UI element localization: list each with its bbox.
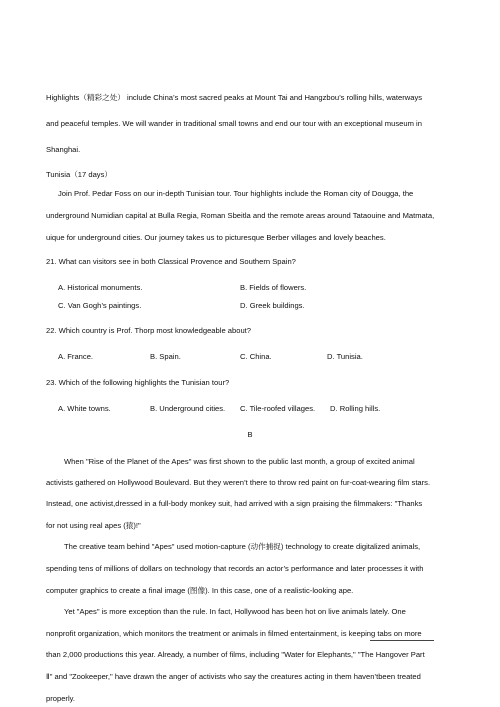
question-21-stem: 21. What can visitors see in both Classical Provence and Southern Spain?	[46, 257, 296, 266]
tunisia-title: Tunisia（17 days）	[46, 170, 112, 179]
passage-b-p2-line-2: spending tens of millions of dollars on technology that records an actor’s performance and later processes it with	[46, 564, 424, 573]
question-23-option-b: B. Underground cities.	[150, 404, 226, 413]
passage-b-p3-line-5: properly.	[46, 694, 75, 703]
question-22-option-a: A. France.	[58, 352, 94, 361]
tunisia-line-2: underground Numidian capital at Bulla Regia, Roman Sbeitla and the remote areas around Tataouine and Matmata,	[46, 211, 435, 220]
question-22-option-c: C. China.	[240, 352, 272, 361]
tunisia-line-3: uique for underground cities. Our journey takes us to picturesque Berber villages and lovely beaches.	[46, 233, 386, 242]
tunisia-line-1: Join Prof. Pedar Foss on our in-depth Tunisian tour. Tour highlights include the Roman city of Dougga, the	[58, 189, 414, 198]
passage-b-p3-line-2: nonprofit organization, which monitors the treatment or animals in filmed entertainment, is keeping tabs on more	[46, 629, 422, 638]
passage-b-p3-line-4: Ⅱ" and "Zookeeper," have drawn the anger of activists who say the creatures acting in them haven’tbeen treated	[46, 672, 421, 681]
question-21-option-d: D. Greek buildings.	[240, 301, 305, 310]
section-b-label: B	[247, 430, 253, 439]
question-22-option-d: D. Tunisia.	[327, 352, 363, 361]
question-21-option-b: B. Fields of flowers.	[240, 283, 307, 292]
keeping-tabs-underline	[370, 640, 434, 641]
question-22-stem: 22. Which country is Prof. Thorp most knowledgeable about?	[46, 326, 252, 335]
question-22-option-b: B. Spain.	[150, 352, 181, 361]
china-highlights-line-2: and peaceful temples. We will wander in traditional small towns and end our tour with an exceptional museum in	[46, 119, 422, 128]
passage-b-p3-line-3: than 2,000 productions this year. Already, a number of films, including "Water for Elephants," "The Hangover Part	[46, 650, 425, 659]
china-highlights-line-1: Highlights（精彩之处） include China’s most sacred peaks at Mount Tai and Hangzbou’s rolling hills, waterways	[46, 93, 423, 102]
passage-b-p1-line-2: activists gathered on Hollywood Boulevard. But they weren’t there to throw red paint on fur-coat-wearing film stars.	[46, 478, 431, 487]
question-23-option-d: D. Rolling hills.	[330, 404, 381, 413]
question-21-option-a: A. Historical monuments.	[58, 283, 143, 292]
passage-b-p3-line-1: Yet "Apes" is more exception than the rule. In fact, Hollywood has been hot on live animals lately. One	[64, 607, 406, 616]
passage-b-p1-line-1: When "Rise of the Planet of the Apes" was first shown to the public last month, a group of excited animal	[64, 457, 415, 466]
passage-b-p1-line-3: Instead, one activist,dressed in a full-body monkey suit, had arrived with a sign praising the filmmakers: "Thanks	[46, 499, 423, 508]
passage-b-p2-line-1: The creative team behind "Apes" used motion-capture (动作捕捉) technology to create digitalized animals,	[64, 542, 421, 551]
passage-b-p2-line-3: computer graphics to create a final image (图像). In this case, one of a realistic-looking ape.	[46, 586, 354, 595]
question-21-option-c: C. Van Gogh’s paintings.	[58, 301, 142, 310]
china-highlights-line-3: Shanghai.	[46, 145, 81, 154]
question-23-option-a: A. White towns.	[58, 404, 111, 413]
question-23-option-c: C. Tile-roofed villages.	[240, 404, 316, 413]
passage-b-p1-line-4: for not using real apes (猿)!"	[46, 521, 141, 530]
question-23-stem: 23. Which of the following highlights the Tunisian tour?	[46, 378, 230, 387]
